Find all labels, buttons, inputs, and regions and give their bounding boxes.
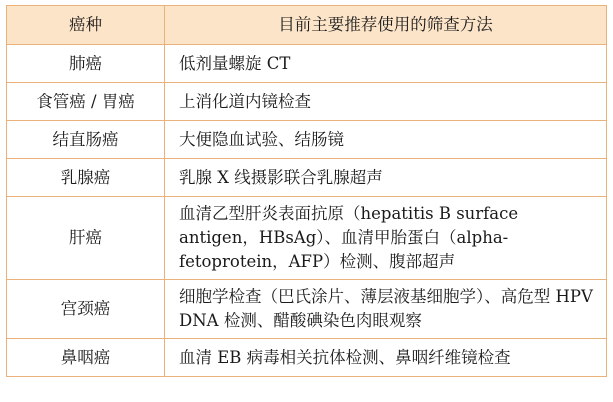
table-row	[7, 339, 607, 377]
cell-cancer: 结直肠癌	[7, 121, 165, 159]
cancer-screening-table	[6, 5, 607, 377]
cell-method: 乳腺 X 线摄影联合乳腺超声	[165, 159, 607, 197]
header-cancer-type: 癌种	[7, 6, 165, 45]
table-row	[7, 159, 607, 197]
cell-cancer: 肝癌	[7, 197, 165, 280]
cell-cancer: 食管癌 / 胃癌	[7, 83, 165, 121]
cell-cancer: 肺癌	[7, 45, 165, 83]
cell-method: 上消化道内镜检查	[165, 83, 607, 121]
cell-cancer: 乳腺癌	[7, 159, 165, 197]
table-row	[7, 280, 607, 339]
cell-method: 低剂量螺旋 CT	[165, 45, 607, 83]
header-screening-method: 目前主要推荐使用的筛查方法	[165, 6, 607, 45]
table-header-row	[7, 6, 607, 45]
cell-cancer: 鼻咽癌	[7, 339, 165, 377]
table-row	[7, 121, 607, 159]
table-row	[7, 83, 607, 121]
cell-method: 血清乙型肝炎表面抗原（hepatitis B surface antigen，HBsAg）、血清甲胎蛋白（alpha-fetoprotein，AFP）检测、腹部超声	[165, 197, 607, 280]
cell-cancer: 宫颈癌	[7, 280, 165, 339]
table-row	[7, 197, 607, 280]
cell-method: 大便隐血试验、结肠镜	[165, 121, 607, 159]
cell-method: 血清 EB 病毒相关抗体检测、鼻咽纤维镜检查	[165, 339, 607, 377]
table-row	[7, 45, 607, 83]
cell-method: 细胞学检查（巴氏涂片、薄层液基细胞学）、高危型 HPV DNA 检测、醋酸碘染色肉眼观察	[165, 280, 607, 339]
screening-table-container	[6, 5, 606, 377]
